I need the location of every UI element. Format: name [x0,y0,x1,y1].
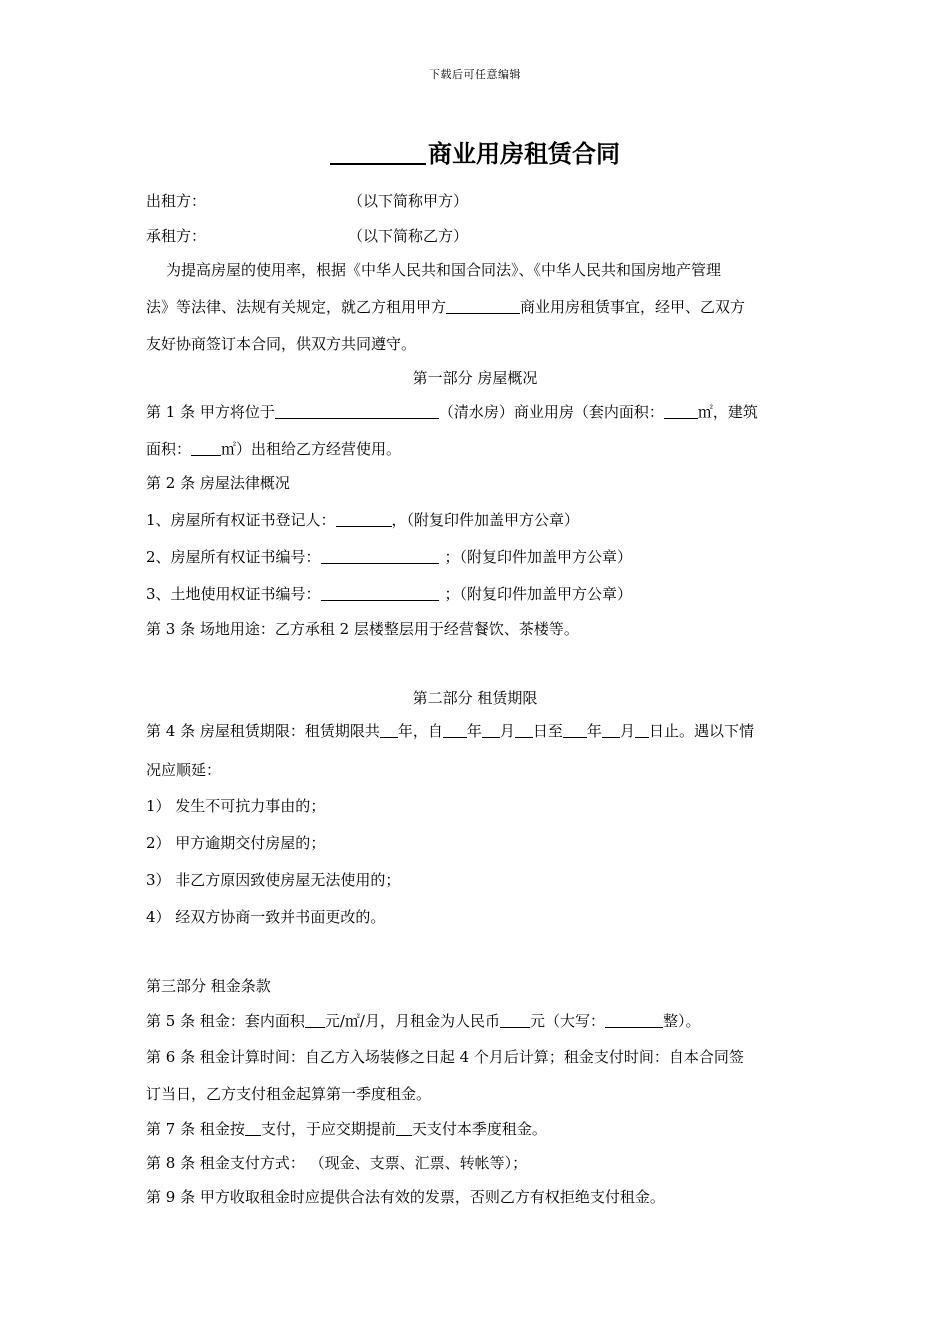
blank-unit-price [305,1012,325,1028]
a4-text-1: 第 4 条 房屋租赁期限：租赁期限共 [146,722,380,740]
a5-text-4: 整）。 [662,1012,701,1030]
header-note: 下载后可任意编辑 [429,68,521,81]
lessee-line [146,227,806,245]
a7-text-2: 支付，于应交期提前 [260,1120,396,1138]
lessor-label: 出租方： [146,192,207,210]
blank-start-year [443,722,467,738]
a4-text-7: 月 [619,722,635,740]
lessee-label: 承租方： [146,227,207,245]
a4-text-8: 日止。遇以下情 [648,722,754,740]
a1-text-5: ㎡）出租给乙方经营使用。 [221,440,402,458]
title-text: 商业用房租赁合同 [428,140,620,168]
preamble-line-2a: 法》等法律、法规有关规定，就乙方租用甲方 [146,298,447,316]
title-blank [330,139,426,165]
blank-land-cert-no [321,585,439,601]
article-3: 第 3 条 场地用途：乙方承租 2 层楼整层用于经营餐饮、茶楼等。 [146,620,579,638]
preamble-line-2b: 商业用房租赁事宜，经甲、乙双方 [520,298,746,316]
blank-registrant [336,511,392,527]
blank-years [380,722,398,738]
lessee-suffix: （以下简称乙方） [348,227,469,245]
a7-text-3: 天支付本季度租金。 [411,1120,547,1138]
blank-location [275,403,439,419]
a4-text-6: 年 [586,722,602,740]
preamble-line-3: 友好协商签订本合同，供双方共同遵守。 [146,335,417,353]
article-6-line-2: 订当日，乙方支付租金起算第一季度租金。 [146,1085,432,1103]
a4-text-2: 年，自 [397,722,443,740]
blank-lessor-name [446,298,520,314]
extension-item-4: 4） 经双方协商一致并书面更改的。 [146,908,386,926]
contract-title [0,134,950,169]
part1-heading: 第一部分 房屋概况 [412,369,538,387]
legal-item-1-suffix: ，（附复印件加盖甲方公章） [391,511,580,529]
blank-end-month [602,722,620,738]
blank-start-day [515,722,533,738]
legal-item-1-label: 1、房屋所有权证书登记人： [146,511,336,529]
part2-heading: 第二部分 租赁期限 [412,689,538,707]
blank-payment-period [245,1120,261,1136]
a4-text-5: 日至 [532,722,563,740]
legal-item-2 [146,548,806,566]
article-7 [146,1120,806,1138]
a5-text-2: 元/㎡/月，月租金为人民币 [324,1012,500,1030]
article-5 [146,1012,806,1030]
a7-text-1: 第 7 条 租金按 [146,1120,245,1138]
blank-rent-in-words [605,1012,663,1028]
lessor-line [146,192,806,210]
blank-monthly-rent [500,1012,530,1028]
article-1-line-1 [146,403,806,421]
legal-item-2-label: 2、房屋所有权证书编号： [146,548,321,566]
blank-end-day [635,722,649,738]
preamble-line-2 [146,298,806,316]
a4-text-4: 月 [499,722,515,740]
article-4-line-1 [146,722,806,740]
article-9: 第 9 条 甲方收取租金时应提供合法有效的发票，否则乙方有权拒绝支付租金。 [146,1188,665,1206]
blank-inner-area [664,403,698,419]
legal-item-3-label: 3、土地使用权证书编号： [146,585,321,603]
a4-text-3: 年 [466,722,482,740]
article-1-line-2 [146,440,806,458]
blank-start-month [482,722,500,738]
part3-heading: 第三部分 租金条款 [146,977,271,995]
a1-text-2: （清水房）商业用房（套内面积： [438,403,664,421]
article-8: 第 8 条 租金支付方式： （现金、支票、汇票、转帐等）； [146,1154,528,1172]
blank-building-area [191,440,221,456]
a5-text-3: 元（大写： [529,1012,605,1030]
article-2: 第 2 条 房屋法律概况 [146,474,290,492]
a1-text-3: ㎡，建筑 [697,403,758,421]
legal-item-3-suffix: ；（附复印件加盖甲方公章） [444,585,633,603]
a1-text-1: 第 1 条 甲方将位于 [146,403,275,421]
extension-item-2: 2） 甲方逾期交付房屋的； [146,834,326,852]
blank-end-year [563,722,587,738]
article-6-line-1: 第 6 条 租金计算时间：自乙方入场装修之日起 4 个月后计算；租金支付时间：自本合同签 [146,1048,744,1066]
extension-item-1: 1） 发生不可抗力事由的； [146,797,326,815]
article-4-line-2: 况应顺延： [146,761,222,779]
blank-ownership-cert-no [321,548,439,564]
blank-days-ahead [396,1120,412,1136]
preamble-line-1: 为提高房屋的使用率，根据《中华人民共和国合同法》、《中华人民共和国房地产管理 [166,261,722,279]
legal-item-3 [146,585,806,603]
extension-item-3: 3） 非乙方原因致使房屋无法使用的； [146,871,401,889]
lessor-suffix: （以下简称甲方） [348,192,469,210]
legal-item-1 [146,511,806,529]
legal-item-2-suffix: ；（附复印件加盖甲方公章） [444,548,633,566]
a5-text-1: 第 5 条 租金：套内面积 [146,1012,305,1030]
a1-text-4: 面积： [146,440,192,458]
